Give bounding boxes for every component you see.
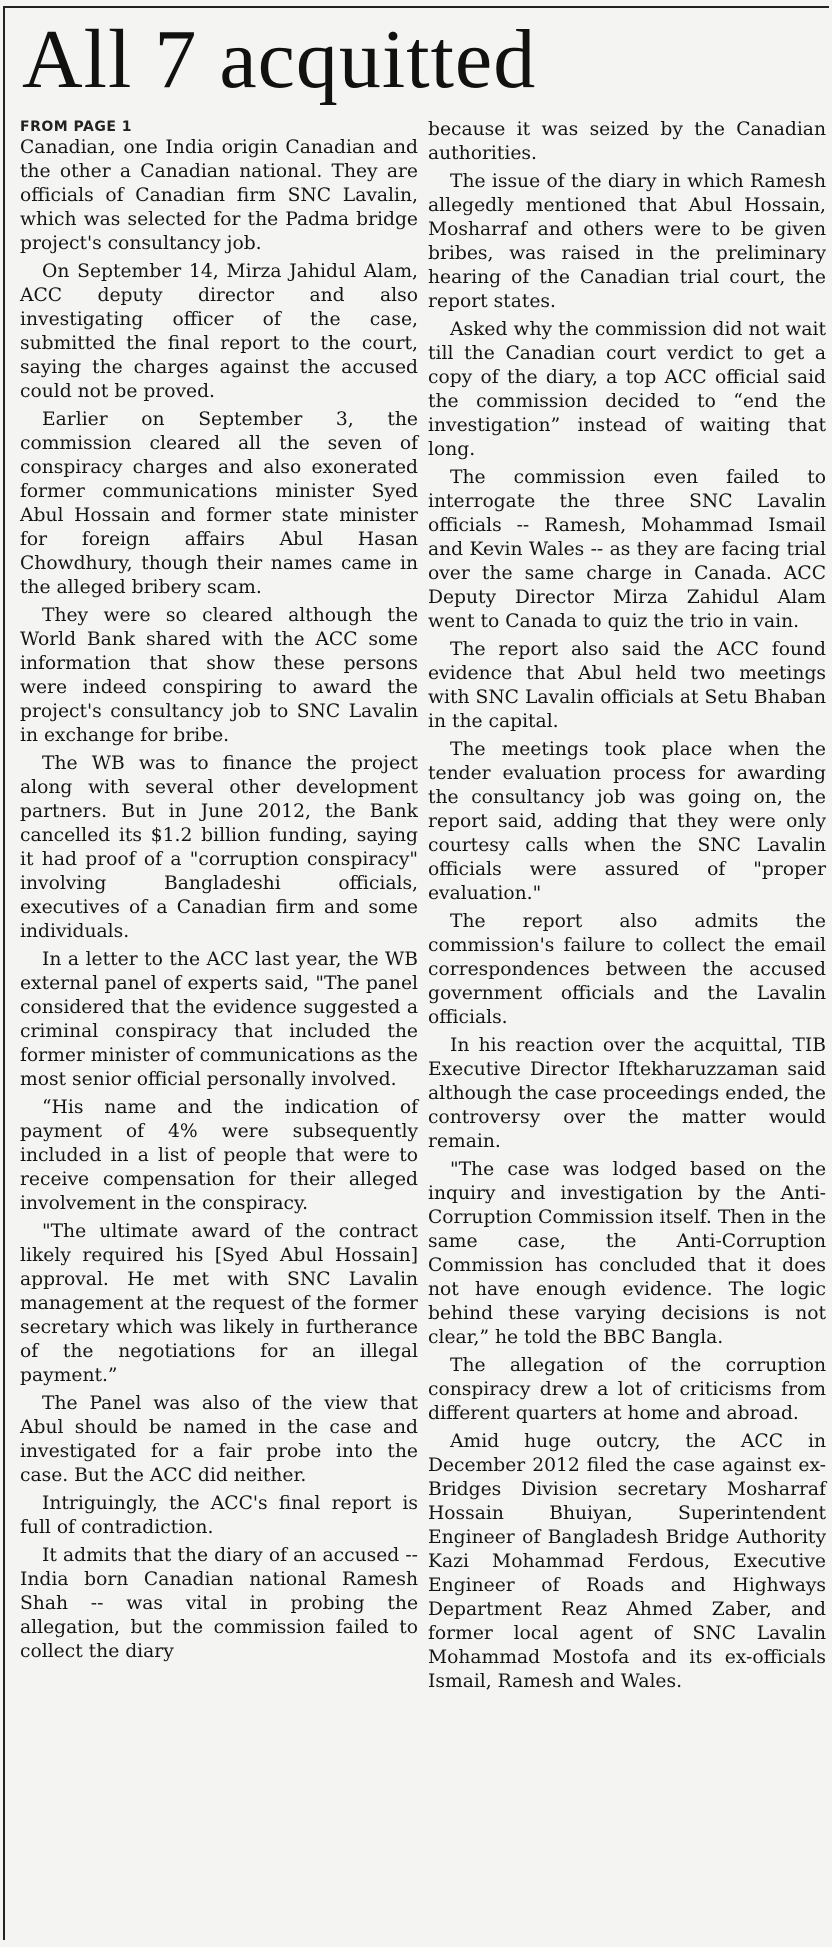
paragraph: It admits that the diary of an accused -- India born Canadian national Ramesh Shah -- was vital in probing the allegation, but the commission failed to collect the diary [20,1545,418,1662]
paragraph: The Panel was also of the view that Abul should be named in the case and investigated for a fair probe into the case. But the ACC did neither. [20,1393,418,1486]
paragraph: On September 14, Mirza Jahidul Alam, ACC deputy director and also investigating officer of the case, submitted the final report to the court, saying the charges against the accused could not be proved. [20,261,418,402]
paragraph: Intriguingly, the ACC's final report is full of contradiction. [20,1493,418,1538]
paragraph: Canadian, one India origin Canadian and the other a Canadian national. They are officials of Canadian firm SNC Lavalin, which was selected for the Padma bridge project's consultancy job. [20,137,418,254]
paragraph: In his reaction over the acquittal, TIB Executive Director Iftekharuzzaman said although the case proceedings ended, the controversy over the matter would remain. [428,1035,826,1152]
paragraph: The report also said the ACC found evidence that Abul held two meetings with SNC Lavalin officials at Setu Bhaban in the capital. [428,639,826,732]
paragraph: "The ultimate award of the contract likely required his [Syed Abul Hossain] approval. He met with SNC Lavalin management at the request of the former secretary which was likely in furtherance of the negotiations for an illegal payment.” [20,1221,418,1386]
paragraph: In a letter to the ACC last year, the WB external panel of experts said, "The panel considered that the evidence suggested a criminal conspiracy that included the former minister of communications as the most senior official personally involved. [20,949,418,1090]
continuation-kicker: FROM PAGE 1 [20,119,133,135]
paragraph: The report also admits the commission's failure to collect the email correspondences between the accused government officials and the Lavalin officials. [428,911,826,1028]
headline: All 7 acquitted [22,13,537,106]
paragraph: "The case was lodged based on the inquiry and investigation by the Anti-Corruption Commission itself. Then in the same case, the Anti-Corruption Commission has concluded that it does not have enough evidence. The logic behind these varying decisions is not clear,” he told the BBC Bangla. [428,1159,826,1348]
article-column-left [20,118,418,1664]
paragraph: They were so cleared although the World Bank shared with the ACC some information that show these persons were indeed conspiring to award the project's consultancy job to SNC Lavalin in exchange for bribe. [20,605,418,746]
paragraph: The WB was to finance the project along with several other development partners. But in June 2012, the Bank cancelled its $1.2 billion funding, saying it had proof of a "corruption conspiracy" involving Bangladeshi officials, executives of a Canadian firm and some individuals. [20,753,418,942]
left-border-rule [3,8,5,1940]
paragraph: because it was seized by the Canadian authorities. [428,119,826,164]
article-column-right [428,118,826,1694]
paragraph: The allegation of the corruption conspiracy drew a lot of criticisms from different quarters at home and abroad. [428,1355,826,1424]
paragraph: Amid huge outcry, the ACC in December 2012 filed the case against ex-Bridges Division secretary Mosharraf Hossain Bhuiyan, Superintendent Engineer of Bangladesh Bridge Authority Kazi Mohammad Ferdous, Executive Engineer of Roads and Highways Department Reaz Ahmed Zaber, and former local agent of SNC Lavalin Mohammad Mostofa and its ex-officials Ismail, Ramesh and Wales. [428,1431,826,1692]
paragraph: Asked why the commission did not wait till the Canadian court verdict to get a copy of the diary, a top ACC official said the commission decided to “end the investigation” instead of waiting that long. [428,319,826,460]
paragraph: The issue of the diary in which Ramesh allegedly mentioned that Abul Hossain, Mosharraf and others were to be given bribes, was raised in the preliminary hearing of the Canadian trial court, the report states. [428,171,826,312]
paragraph: Earlier on September 3, the commission cleared all the seven of conspiracy charges and also exonerated former communications minister Syed Abul Hossain and former state minister for foreign affairs Abul Hasan Chowdhury, though their names came in the alleged bribery scam. [20,409,418,598]
paragraph: The commission even failed to interrogate the three SNC Lavalin officials -- Ramesh, Mohammad Ismail and Kevin Wales -- as they are facing trial over the same charge in Canada. ACC Deputy Director Mirza Zahidul Alam went to Canada to quiz the trio in vain. [428,467,826,632]
paragraph: The meetings took place when the tender evaluation process for awarding the consultancy job was going on, the report said, adding that they were only courtesy calls when the SNC Lavalin officials were assured of "proper evaluation." [428,739,826,904]
paragraph: “His name and the indication of payment of 4% were subsequently included in a list of people that were to receive compensation for their alleged involvement in the conspiracy. [20,1097,418,1214]
top-border-rule [3,6,829,8]
